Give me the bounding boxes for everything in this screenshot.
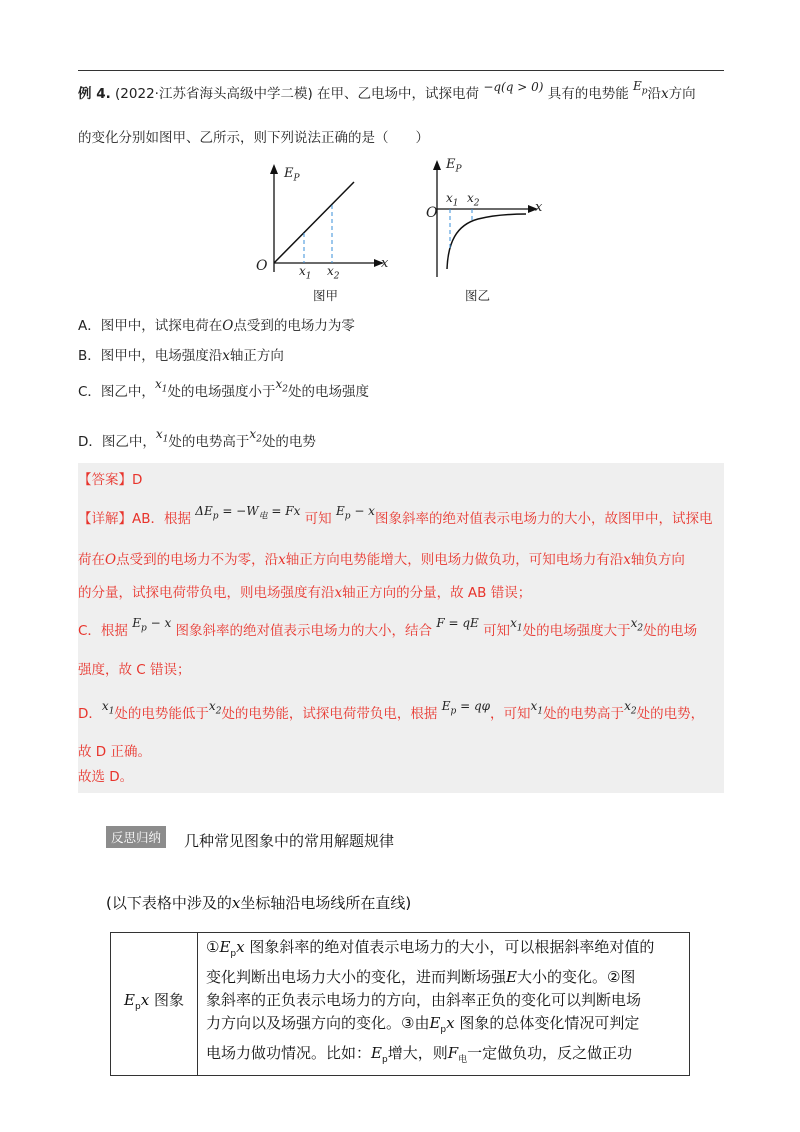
detail-line-6: D．$x_1$处的电势能低于$x_2$处的电势能，试探电荷带负电，根据 $E_p = q\varphi$，可知$x_1$处的电势高于$x_2$处的电势，	[78, 699, 705, 722]
question-line-1	[78, 79, 696, 109]
figure-yi	[420, 155, 550, 280]
jia-caption: 图甲	[313, 288, 339, 303]
detail-line-7: 故 D 正确。	[78, 744, 151, 760]
detail-line-2: 荷在O点受到的电场力不为零，沿x轴正方向电势能增大，则电场力做负功，可知电场力有沿x轴负方向	[78, 552, 685, 568]
x-symbol: x	[661, 86, 669, 102]
question-source: (2022·江苏省海头高级中学二模)	[115, 86, 313, 102]
answer-line: 【答案】D	[78, 472, 143, 488]
option-c[interactable]: C．图乙中，$x_1$处的电场强度小于$x_2$处的电场强度	[78, 377, 369, 400]
yi-y-label: $E_P$	[446, 157, 462, 175]
question-text: 方向	[668, 86, 696, 102]
y-axis-arrow	[270, 164, 278, 174]
top-rule	[78, 70, 724, 71]
ep-symbol: $E_p$	[633, 79, 648, 97]
option-a[interactable]: A．图甲中，试探电荷在O点受到的电场力为零	[78, 318, 355, 334]
option-b[interactable]: B．图甲中，电场强度沿x轴正方向	[78, 348, 284, 364]
detail-line-5: 强度，故 C 错误；	[78, 662, 191, 678]
figure-jia	[250, 160, 400, 305]
ep-curve	[447, 214, 526, 269]
yi-caption: 图乙	[465, 288, 491, 303]
jia-x1-label: $x_1$	[299, 264, 312, 282]
yi-x2-label: $x_2$	[467, 191, 480, 209]
question-text: 具有的电势能	[547, 86, 629, 102]
jia-x2-label: $x_2$	[327, 264, 340, 282]
question-text: 在甲、乙电场中，试探电荷	[317, 86, 480, 102]
jia-origin: O	[256, 258, 268, 274]
reflection-tag: 反思归纳	[106, 826, 166, 848]
summary-heading: 几种常见图象中的常用解题规律	[184, 832, 395, 850]
ep-line	[274, 182, 354, 263]
question-text: 沿	[647, 86, 662, 102]
question-line-2: 的变化分别如图甲、乙所示，则下列说法正确的是（ ）	[78, 130, 429, 146]
detail-line-3: 的分量，试探电荷带负电，则电场强度有沿x轴正方向的分量，故 AB 错误；	[78, 585, 532, 601]
jia-x-label: x	[381, 256, 389, 271]
rules-table	[110, 932, 690, 1076]
table-description-cell: $①E_px$ 图象斜率的绝对值表示电场力的大小，可以根据斜率绝对值的 变化判断出电场力大小的变化，进而判断场强E大小的变化。②图 象斜率的正负表示电场力的方向，由斜率正负的变化可以判断电场 力方向以及场强方向的变化。③由$E_px$ 图象的总体变化情况可判定 电场力做功情况。比如：$E_p$增大，则$F_电$一定做负功，反之做正功	[198, 933, 690, 1076]
table-label-cell: $E_px$ 图象	[111, 933, 198, 1076]
detail-line-1: 【详解】AB．根据 $\Delta E_p = -W_电 = Fx$ 可知 $E_p - x$图象斜率的绝对值表示电场力的大小，故图甲中，试探电	[78, 504, 713, 527]
charge-expression: −q(q > 0)	[483, 80, 544, 94]
yi-x1-label: $x_1$	[446, 191, 459, 209]
jia-y-label: $E_P$	[284, 166, 300, 184]
detail-line-8: 故选 D。	[78, 769, 134, 785]
question-label: 例 4.	[78, 86, 111, 102]
summary-note: (以下表格中涉及的x坐标轴沿电场线所在直线)	[106, 894, 412, 912]
option-d[interactable]: D．图乙中，$x_1$处的电势高于$x_2$处的电势	[78, 427, 316, 450]
table-row	[111, 933, 690, 1076]
y-axis-arrow	[433, 160, 441, 170]
yi-x-label: x	[535, 200, 543, 215]
detail-line-4: C．根据 $E_p - x$ 图象斜率的绝对值表示电场力的大小，结合 F = qE 可知$x_1$处的电场强度大于$x_2$处的电场	[78, 616, 698, 639]
yi-origin: O	[426, 205, 438, 221]
